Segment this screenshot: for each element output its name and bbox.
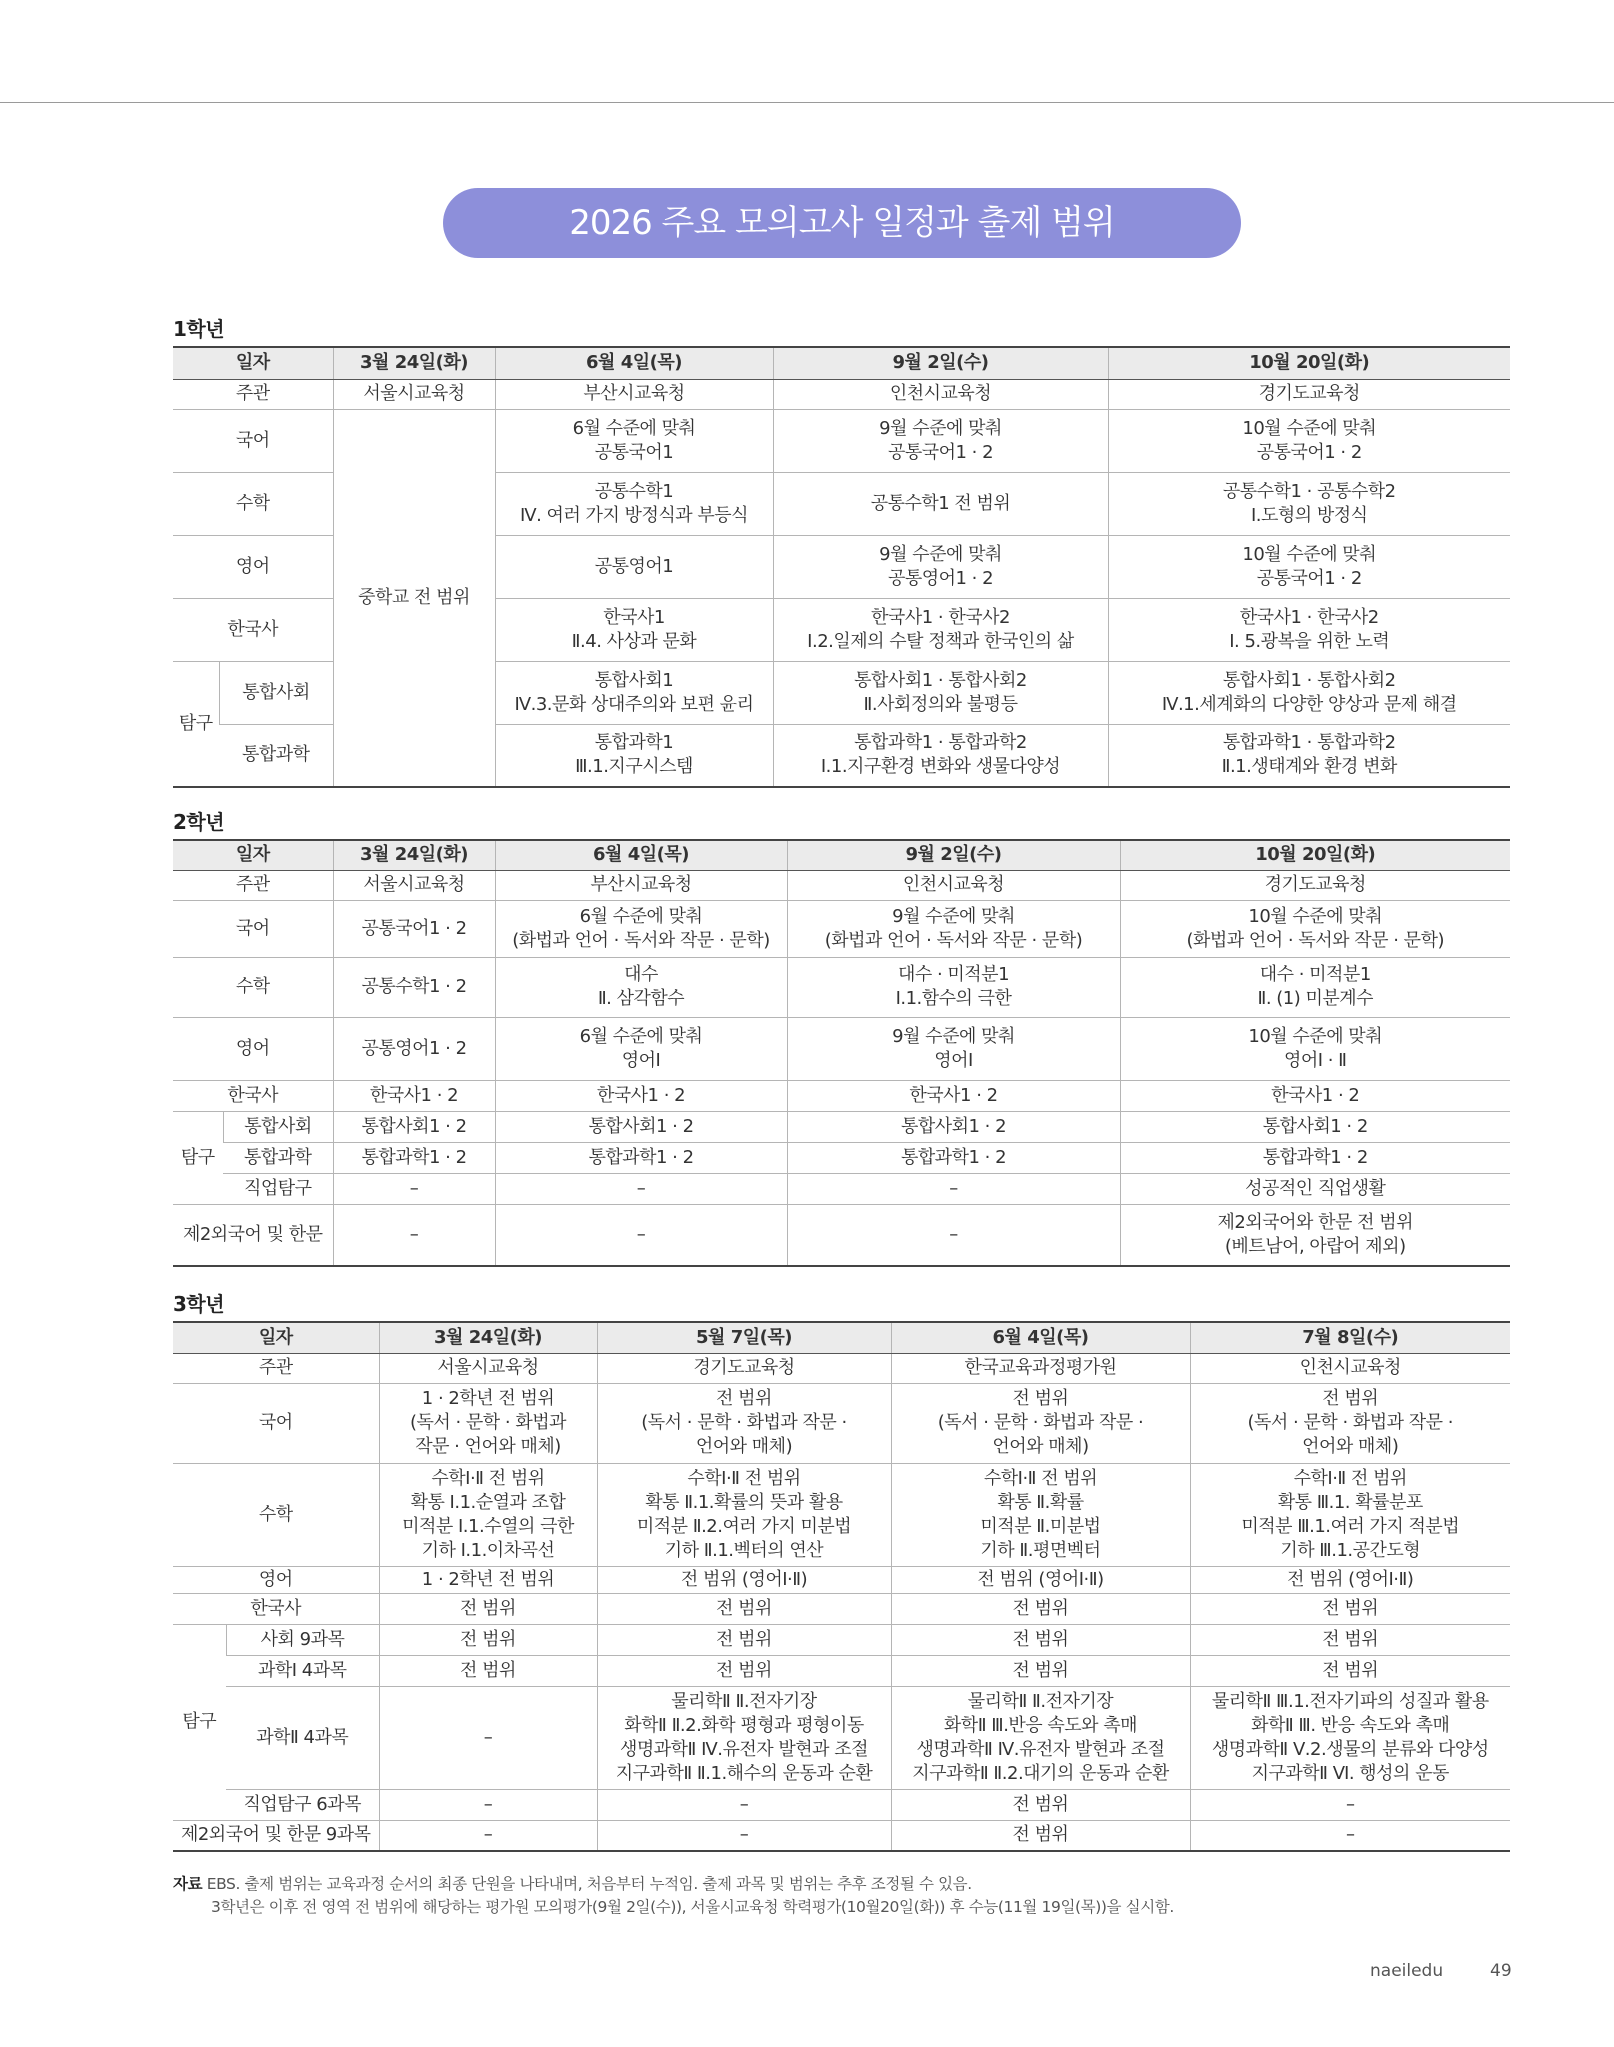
cell-oct: 대수 · 미적분1 Ⅱ. (1) 미분계수 <box>1120 957 1510 1017</box>
date-jun: 6월 4일(목) <box>495 347 773 379</box>
cell-mar: 통합과학1 · 2 <box>333 1142 495 1173</box>
cell-sep: 9월 수준에 맞춰 공통국어1 · 2 <box>773 409 1108 472</box>
subject-sci1: 과학Ⅰ 4과목 <box>226 1655 379 1686</box>
inquiry-label: 탐구 <box>173 1624 226 1820</box>
table-row <box>173 1789 1510 1820</box>
cell-jul: 전 범위 <box>1190 1655 1510 1686</box>
table-row <box>173 1566 1510 1593</box>
date-jun: 6월 4일(목) <box>495 840 787 870</box>
cell-mar: 한국사1 · 2 <box>333 1080 495 1111</box>
table-row <box>173 1820 1510 1851</box>
table-row <box>173 900 1510 957</box>
cell-mar: 공통영어1 · 2 <box>333 1017 495 1080</box>
organizer-label: 주관 <box>173 379 333 409</box>
cell-jul: – <box>1190 1820 1510 1851</box>
cell-oct: 통합과학1 · 2 <box>1120 1142 1510 1173</box>
cell-sep: – <box>787 1173 1120 1204</box>
date-header: 일자 <box>173 840 333 870</box>
cell-sep: 통합과학1 · 2 <box>787 1142 1120 1173</box>
cell-jun: 전 범위 <box>891 1655 1190 1686</box>
organizer-oct: 경기도교육청 <box>1108 379 1510 409</box>
cell-sep: 대수 · 미적분1 Ⅰ.1.함수의 극한 <box>787 957 1120 1017</box>
cell-oct: 한국사1 · 2 <box>1120 1080 1510 1111</box>
cell-sep: – <box>787 1204 1120 1266</box>
date-header: 일자 <box>173 347 333 379</box>
cell-sep: 9월 수준에 맞춰 영어Ⅰ <box>787 1017 1120 1080</box>
cell-jul: 전 범위 <box>1190 1624 1510 1655</box>
date-jun: 6월 4일(목) <box>891 1322 1190 1353</box>
source-line2: 3학년은 이후 전 영역 전 범위에 해당하는 평가원 모의평가(9월 2일(수)), 서울시교육청 학력평가(10월20일(화)) 후 수능(11월 19일(목))을 실시함. <box>211 1898 1174 1916</box>
cell-jun: – <box>495 1173 787 1204</box>
cell-sep: 한국사1 · 2 <box>787 1080 1120 1111</box>
inquiry-label: 탐구 <box>173 661 219 787</box>
march-scope: 중학교 전 범위 <box>333 409 495 787</box>
cell-jun: 전 범위 <box>891 1624 1190 1655</box>
date-may: 5월 7일(목) <box>597 1322 891 1353</box>
cell-oct: 10월 수준에 맞춰 영어Ⅰ · Ⅱ <box>1120 1017 1510 1080</box>
cell-may: 수학Ⅰ·Ⅱ 전 범위 확통 Ⅱ.1.확률의 뜻과 활용 미적분 Ⅱ.2.여러 가지 미분법 기하 Ⅱ.1.벡터의 연산 <box>597 1463 891 1566</box>
organizer-row <box>173 379 1510 409</box>
cell-mar: 1 · 2학년 전 범위 <box>379 1566 597 1593</box>
date-oct: 10월 20일(화) <box>1108 347 1510 379</box>
cell-jul: 전 범위 (영어Ⅰ·Ⅱ) <box>1190 1566 1510 1593</box>
cell-oct: 통합사회1 · 2 <box>1120 1111 1510 1142</box>
organizer-jun: 한국교육과정평가원 <box>891 1353 1190 1383</box>
table-header-row <box>173 347 1510 379</box>
cell-jun: 대수 Ⅱ. 삼각함수 <box>495 957 787 1017</box>
grade1-label: 1학년 <box>173 317 225 341</box>
top-rule <box>0 102 1614 103</box>
table-row <box>173 1111 1510 1142</box>
organizer-sep: 인천시교육청 <box>773 379 1108 409</box>
page-number: 49 <box>1490 1961 1512 1981</box>
cell-oct: 10월 수준에 맞춰 공통국어1 · 2 <box>1108 535 1510 598</box>
source-note <box>173 1873 1174 1919</box>
cell-oct: 10월 수준에 맞춰 공통국어1 · 2 <box>1108 409 1510 472</box>
cell-mar: – <box>379 1686 597 1789</box>
subject-history: 한국사 <box>173 1080 333 1111</box>
organizer-may: 경기도교육청 <box>597 1353 891 1383</box>
cell-jun: 통합과학1 Ⅲ.1.지구시스템 <box>495 724 773 787</box>
table-row <box>173 1624 1510 1655</box>
organizer-jul: 인천시교육청 <box>1190 1353 1510 1383</box>
subject-math: 수학 <box>173 957 333 1017</box>
cell-oct: 통합과학1 · 통합과학2 Ⅱ.1.생태계와 환경 변화 <box>1108 724 1510 787</box>
subject-english: 영어 <box>173 1017 333 1080</box>
organizer-mar: 서울시교육청 <box>333 870 495 900</box>
subject-foreign9: 제2외국어 및 한문 9과목 <box>173 1820 379 1851</box>
cell-sep: 통합사회1 · 통합사회2 Ⅱ.사회정의와 불평등 <box>773 661 1108 724</box>
table-row <box>173 1655 1510 1686</box>
cell-oct: 10월 수준에 맞춰 (화법과 언어 · 독서와 작문 · 문학) <box>1120 900 1510 957</box>
cell-oct: 한국사1 · 한국사2 Ⅰ. 5.광복을 위한 노력 <box>1108 598 1510 661</box>
organizer-sep: 인천시교육청 <box>787 870 1120 900</box>
organizer-jun: 부산시교육청 <box>495 379 773 409</box>
subject-social9: 사회 9과목 <box>226 1624 379 1655</box>
cell-sep: 통합사회1 · 2 <box>787 1111 1120 1142</box>
cell-sep: 9월 수준에 맞춰 (화법과 언어 · 독서와 작문 · 문학) <box>787 900 1120 957</box>
cell-mar: – <box>333 1204 495 1266</box>
date-oct: 10월 20일(화) <box>1120 840 1510 870</box>
cell-jun: 6월 수준에 맞춰 공통국어1 <box>495 409 773 472</box>
cell-jun: 통합과학1 · 2 <box>495 1142 787 1173</box>
organizer-label: 주관 <box>173 870 333 900</box>
subject-social: 통합사회 <box>219 661 333 724</box>
cell-jun: 한국사1 Ⅱ.4. 사상과 문화 <box>495 598 773 661</box>
cell-jul: 물리학Ⅱ Ⅲ.1.전자기파의 성질과 활용 화학Ⅱ Ⅲ. 반응 속도와 촉매 생명과학Ⅱ Ⅴ.2.생물의 분류와 다양성 지구과학Ⅱ Ⅵ. 행성의 운동 <box>1190 1686 1510 1789</box>
subject-science: 통합과학 <box>219 724 333 787</box>
cell-jul: 전 범위 <box>1190 1593 1510 1624</box>
cell-mar: 공통수학1 · 2 <box>333 957 495 1017</box>
subject-korean: 국어 <box>173 1383 379 1463</box>
table-row <box>173 1463 1510 1566</box>
cell-sep: 통합과학1 · 통합과학2 Ⅰ.1.지구환경 변화와 생물다양성 <box>773 724 1108 787</box>
cell-jun: 공통수학1 Ⅳ. 여러 가지 방정식과 부등식 <box>495 472 773 535</box>
table-row <box>173 957 1510 1017</box>
cell-mar: – <box>379 1789 597 1820</box>
cell-mar: – <box>333 1173 495 1204</box>
subject-science: 통합과학 <box>223 1142 333 1173</box>
cell-oct: 통합사회1 · 통합사회2 Ⅳ.1.세계화의 다양한 양상과 문제 해결 <box>1108 661 1510 724</box>
cell-mar: 전 범위 <box>379 1593 597 1624</box>
subject-foreign: 제2외국어 및 한문 <box>173 1204 333 1266</box>
cell-oct: 성공적인 직업생활 <box>1120 1173 1510 1204</box>
grade3-table <box>173 1321 1510 1852</box>
cell-jun: 수학Ⅰ·Ⅱ 전 범위 확통 Ⅱ.확률 미적분 Ⅱ.미분법 기하 Ⅱ.평면벡터 <box>891 1463 1190 1566</box>
organizer-jun: 부산시교육청 <box>495 870 787 900</box>
cell-jun: – <box>495 1204 787 1266</box>
cell-jul: 수학Ⅰ·Ⅱ 전 범위 확통 Ⅲ.1. 확률분포 미적분 Ⅲ.1.여러 가지 적분법 기하 Ⅲ.1.공간도형 <box>1190 1463 1510 1566</box>
cell-jul: – <box>1190 1789 1510 1820</box>
date-mar: 3월 24일(화) <box>379 1322 597 1353</box>
cell-oct: 제2외국어와 한문 전 범위 (베트남어, 아랍어 제외) <box>1120 1204 1510 1266</box>
cell-jun: 한국사1 · 2 <box>495 1080 787 1111</box>
table-row <box>173 1017 1510 1080</box>
cell-jun: 전 범위 (독서 · 문학 · 화법과 작문 · 언어와 매체) <box>891 1383 1190 1463</box>
inquiry-label: 탐구 <box>173 1111 223 1204</box>
cell-mar: 전 범위 <box>379 1655 597 1686</box>
cell-jun: 통합사회1 Ⅳ.3.문화 상대주의와 보편 윤리 <box>495 661 773 724</box>
table-row <box>173 1686 1510 1789</box>
date-sep: 9월 2일(수) <box>787 840 1120 870</box>
page-title: 2026 주요 모의고사 일정과 출제 범위 <box>443 188 1241 258</box>
subject-social: 통합사회 <box>223 1111 333 1142</box>
cell-sep: 공통수학1 전 범위 <box>773 472 1108 535</box>
table-header-row <box>173 840 1510 870</box>
table-row <box>173 1173 1510 1204</box>
subject-english: 영어 <box>173 1566 379 1593</box>
subject-math: 수학 <box>173 1463 379 1566</box>
organizer-row <box>173 1353 1510 1383</box>
date-sep: 9월 2일(수) <box>773 347 1108 379</box>
subject-career: 직업탐구 <box>223 1173 333 1204</box>
cell-mar: 통합사회1 · 2 <box>333 1111 495 1142</box>
cell-jun: 통합사회1 · 2 <box>495 1111 787 1142</box>
subject-english: 영어 <box>173 535 333 598</box>
cell-may: – <box>597 1820 891 1851</box>
footer-site: naeiledu <box>1370 1961 1444 1981</box>
cell-jun: 공통영어1 <box>495 535 773 598</box>
organizer-mar: 서울시교육청 <box>379 1353 597 1383</box>
cell-jun: 6월 수준에 맞춰 (화법과 언어 · 독서와 작문 · 문학) <box>495 900 787 957</box>
table-row <box>173 1383 1510 1463</box>
subject-korean: 국어 <box>173 409 333 472</box>
organizer-oct: 경기도교육청 <box>1120 870 1510 900</box>
cell-jun: 물리학Ⅱ Ⅱ.전자기장 화학Ⅱ Ⅲ.반응 속도와 촉매 생명과학Ⅱ Ⅳ.유전자 발현과 조절 지구과학Ⅱ Ⅱ.2.대기의 운동과 순환 <box>891 1686 1190 1789</box>
table-row <box>173 409 1510 472</box>
subject-sci2: 과학Ⅱ 4과목 <box>226 1686 379 1789</box>
organizer-mar: 서울시교육청 <box>333 379 495 409</box>
cell-may: 전 범위 (영어Ⅰ·Ⅱ) <box>597 1566 891 1593</box>
subject-math: 수학 <box>173 472 333 535</box>
subject-history: 한국사 <box>173 598 333 661</box>
cell-mar: 수학Ⅰ·Ⅱ 전 범위 확통 Ⅰ.1.순열과 조합 미적분 Ⅰ.1.수열의 극한 기하 Ⅰ.1.이차곡선 <box>379 1463 597 1566</box>
cell-may: – <box>597 1789 891 1820</box>
cell-oct: 공통수학1 · 공통수학2 Ⅰ.도형의 방정식 <box>1108 472 1510 535</box>
cell-may: 전 범위 <box>597 1655 891 1686</box>
date-mar: 3월 24일(화) <box>333 347 495 379</box>
cell-jun: 6월 수준에 맞춰 영어Ⅰ <box>495 1017 787 1080</box>
source-label: 자료 <box>173 1875 203 1893</box>
source-line1: EBS. 출제 범위는 교육과정 순서의 최종 단원을 나타내며, 처음부터 누적임. 출제 과목 및 범위는 추후 조정될 수 있음. <box>206 1875 972 1893</box>
grade2-table <box>173 839 1510 1267</box>
cell-mar: 1 · 2학년 전 범위 (독서 · 문학 · 화법과 작문 · 언어와 매체) <box>379 1383 597 1463</box>
table-row <box>173 1204 1510 1266</box>
table-row <box>173 1142 1510 1173</box>
subject-korean: 국어 <box>173 900 333 957</box>
cell-jul: 전 범위 (독서 · 문학 · 화법과 작문 · 언어와 매체) <box>1190 1383 1510 1463</box>
organizer-label: 주관 <box>173 1353 379 1383</box>
table-row <box>173 1080 1510 1111</box>
date-jul: 7월 8일(수) <box>1190 1322 1510 1353</box>
organizer-row <box>173 870 1510 900</box>
cell-jun: 전 범위 <box>891 1789 1190 1820</box>
cell-jun: 전 범위 <box>891 1593 1190 1624</box>
table-row <box>173 1593 1510 1624</box>
subject-career6: 직업탐구 6과목 <box>226 1789 379 1820</box>
cell-mar: 전 범위 <box>379 1624 597 1655</box>
grade1-table <box>173 346 1510 788</box>
cell-may: 물리학Ⅱ Ⅱ.전자기장 화학Ⅱ Ⅱ.2.화학 평형과 평형이동 생명과학Ⅱ Ⅳ.유전자 발현과 조절 지구과학Ⅱ Ⅱ.1.해수의 운동과 순환 <box>597 1686 891 1789</box>
cell-may: 전 범위 <box>597 1593 891 1624</box>
date-header: 일자 <box>173 1322 379 1353</box>
table-header-row <box>173 1322 1510 1353</box>
cell-may: 전 범위 (독서 · 문학 · 화법과 작문 · 언어와 매체) <box>597 1383 891 1463</box>
subject-history: 한국사 <box>173 1593 379 1624</box>
grade2-label: 2학년 <box>173 810 225 834</box>
cell-may: 전 범위 <box>597 1624 891 1655</box>
cell-jun: 전 범위 <box>891 1820 1190 1851</box>
cell-jun: 전 범위 (영어Ⅰ·Ⅱ) <box>891 1566 1190 1593</box>
cell-sep: 한국사1 · 한국사2 Ⅰ.2.일제의 수탈 정책과 한국인의 삶 <box>773 598 1108 661</box>
cell-sep: 9월 수준에 맞춰 공통영어1 · 2 <box>773 535 1108 598</box>
cell-mar: – <box>379 1820 597 1851</box>
grade3-label: 3학년 <box>173 1292 225 1316</box>
date-mar: 3월 24일(화) <box>333 840 495 870</box>
cell-mar: 공통국어1 · 2 <box>333 900 495 957</box>
